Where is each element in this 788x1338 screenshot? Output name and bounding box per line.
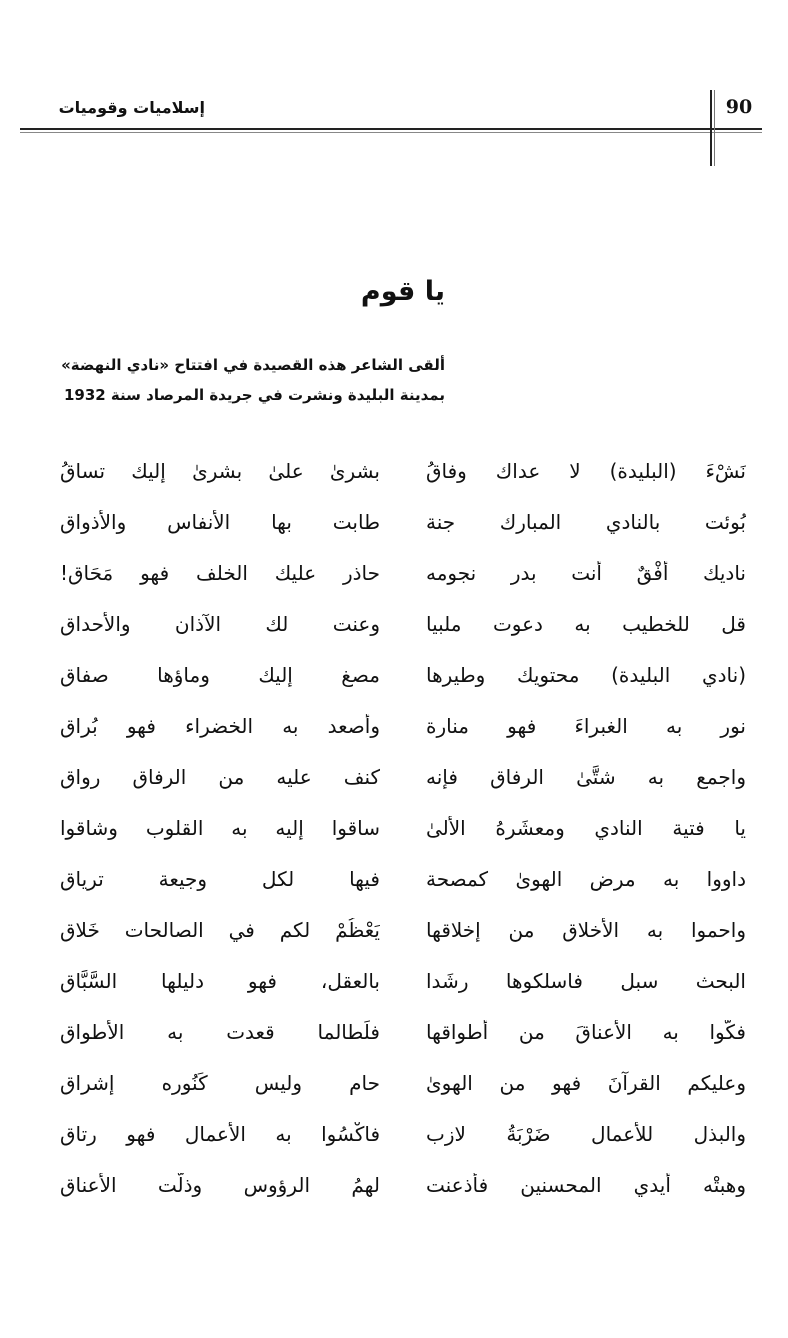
- verse-first-hemistich: ناديك أُفْقٌ أنت بدر نجومه: [426, 560, 746, 585]
- page-number: 90: [725, 96, 753, 118]
- verse-second-hemistich: وأصعد به الخضراء فهو بُراق: [60, 713, 380, 738]
- verse: [60, 649, 746, 700]
- verse-first-hemistich: يا فتية النادي ومعشَرهُ الأُلىٰ: [426, 815, 746, 840]
- verse: [60, 445, 746, 496]
- verse-second-hemistich: حاذر عليك الخلف فهو مَحَاق!: [60, 560, 380, 585]
- header-rule: [20, 128, 762, 130]
- verse: [60, 598, 746, 649]
- verse: [60, 496, 746, 547]
- verse-first-hemistich: نور به الغبراءَ فهو منارة: [426, 713, 746, 738]
- verse-first-hemistich: البحث سبل فاسلكوها رشَدا: [426, 968, 746, 993]
- verse-second-hemistich: يَعْظُمْ لكم في الصالحات خَلاق: [60, 917, 380, 942]
- poem-intro-line: ألقى الشاعر هذه القصيدة في افتتاح «نادي النهضة»: [61, 356, 445, 374]
- verse-second-hemistich: طابت بها الأنفاس والأذواق: [60, 509, 380, 534]
- verse-second-hemistich: كنف عليه من الرفاق رواق: [60, 764, 380, 789]
- verse-first-hemistich: واحموا به الأخلاق من إخلاقها: [426, 917, 746, 942]
- verse-second-hemistich: بالعقل، فهو دليلها السَّبَّاق: [60, 968, 380, 993]
- poem-intro-line: بمدينة البليدة ونشرت في جريدة المرصاد سنة 1932: [63, 386, 445, 404]
- verse-second-hemistich: لهمُ الرؤوس وذلَّت الأعناق: [60, 1172, 380, 1197]
- verse-first-hemistich: (نادي البليدة) محتويك وطيرها: [426, 662, 746, 687]
- verse: [60, 1006, 746, 1057]
- verse: [60, 547, 746, 598]
- verse-second-hemistich: مصغ إليك وماؤها صفاق: [60, 662, 380, 687]
- verse-first-hemistich: قل للخطيب به دعوت ملبيا: [426, 611, 746, 636]
- verse: [60, 751, 746, 802]
- verse: [60, 802, 746, 853]
- verse: [60, 1057, 746, 1108]
- verse-first-hemistich: فكُّوا به الأعناقَ من أطواقها: [426, 1019, 746, 1044]
- verse-first-hemistich: والبذل للأعمال ضَرْبَةُ لازب: [426, 1121, 746, 1146]
- header-rule-thin: [20, 132, 762, 133]
- verse: [60, 904, 746, 955]
- verse-first-hemistich: وعليكم القرآنَ فهو من الهوىٰ: [426, 1070, 746, 1095]
- verse-second-hemistich: وعنت لك الآذان والأحداق: [60, 611, 380, 636]
- poem-verses: [60, 445, 746, 1210]
- verse-second-hemistich: بشرىٰ علىٰ بشرىٰ إليك تساقُ: [60, 458, 380, 483]
- verse-second-hemistich: حام وليس كَنُوره إشراق: [60, 1070, 380, 1095]
- verse: [60, 1108, 746, 1159]
- verse-second-hemistich: فاكْسُوا به الأعمال فهو رتاق: [60, 1121, 380, 1146]
- verse: [60, 1159, 746, 1210]
- verse-first-hemistich: بُوئت بالنادي المبارك جنة: [426, 509, 746, 534]
- verse-first-hemistich: واجمع به شتَّىٰ الرفاق فإنه: [426, 764, 746, 789]
- verse: [60, 955, 746, 1006]
- verse: [60, 700, 746, 751]
- verse-second-hemistich: فيها لكل وجيعة ترياق: [60, 866, 380, 891]
- verse-second-hemistich: فلَطالما قعدت به الأطواق: [60, 1019, 380, 1044]
- header-vertical-rule: [710, 90, 712, 166]
- verse-first-hemistich: وهبتْه أيدي المحسنين فأذعنت: [426, 1172, 746, 1197]
- verse: [60, 853, 746, 904]
- running-header-title: إسلاميات وقوميات: [58, 98, 205, 117]
- verse-first-hemistich: داووا به مرض الهوىٰ كمصحة: [426, 866, 746, 891]
- poem-title: يا قوم: [360, 276, 445, 307]
- header-vertical-rule-thin: [714, 90, 715, 166]
- verse-first-hemistich: نَشْءَ (البليدة) لا عداك وفاقُ: [426, 458, 746, 483]
- verse-second-hemistich: ساقوا إليه به القلوب وشاقوا: [60, 815, 380, 840]
